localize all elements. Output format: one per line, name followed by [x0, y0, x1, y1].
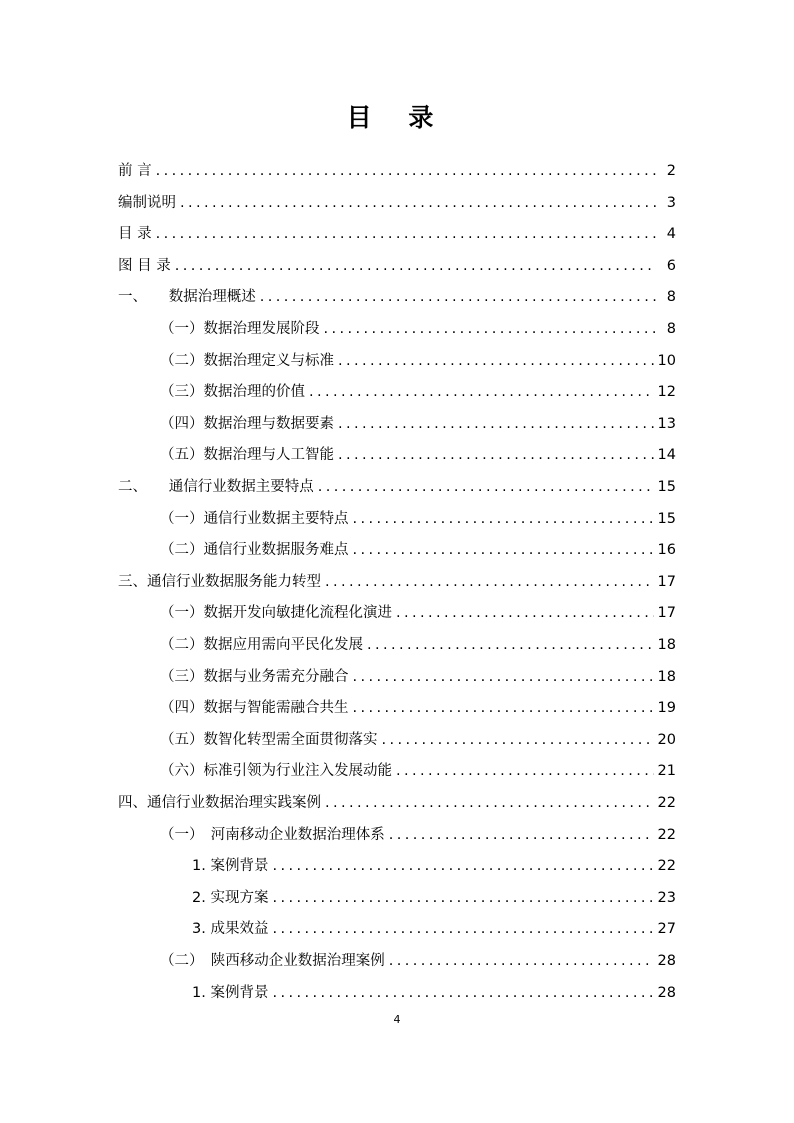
toc-entry[interactable]: [160, 346, 676, 376]
toc-entry-label: 四、通信行业数据治理实践案例: [118, 795, 321, 811]
toc-entry-label: 1. 案例背景: [192, 985, 269, 1001]
toc-leader-dots: [389, 820, 654, 850]
toc-entry-label: 三、通信行业数据服务能力转型: [118, 574, 321, 590]
toc-entry-label: （一） 河南移动企业数据治理体系: [160, 827, 385, 843]
toc-entry-label: 二、 通信行业数据主要特点: [118, 479, 314, 495]
toc-entry[interactable]: [160, 630, 676, 660]
toc-entry[interactable]: [160, 504, 676, 534]
toc-leader-dots: [367, 630, 654, 660]
toc-entry-page: 19: [657, 700, 676, 716]
toc-leader-dots: [338, 346, 654, 376]
toc-entry-page: 28: [657, 985, 676, 1001]
toc-entry-page: 8: [666, 289, 676, 305]
toc-entry-label: 图 目 录: [118, 258, 171, 274]
toc-entry-label: 3. 成果效益: [192, 921, 269, 937]
toc-entry-label: （四）数据与智能需融合共生: [160, 700, 349, 716]
toc-leader-dots: [175, 251, 656, 281]
toc-entry-page: 2: [666, 163, 676, 179]
toc-entry[interactable]: [118, 251, 676, 281]
toc-entry[interactable]: [118, 282, 676, 312]
toc-entry[interactable]: [160, 314, 676, 344]
toc-entry-label: （一）通信行业数据主要特点: [160, 511, 349, 527]
toc-entry[interactable]: [160, 598, 676, 628]
toc-entry-label: 目 录: [118, 226, 152, 242]
toc-leader-dots: [180, 188, 656, 218]
page-number: 4: [393, 1013, 401, 1026]
toc-entry[interactable]: [118, 567, 676, 597]
toc-entry-page: 18: [657, 637, 676, 653]
toc-entry-page: 13: [657, 416, 676, 432]
toc-entry[interactable]: [160, 756, 676, 786]
toc-leader-dots: [353, 693, 654, 723]
toc-entry-page: 18: [657, 669, 676, 685]
toc-leader-dots: [325, 567, 654, 597]
toc-entry-page: 22: [657, 795, 676, 811]
toc-leader-dots: [309, 377, 654, 407]
toc-entry[interactable]: [118, 156, 676, 186]
toc-leader-dots: [260, 282, 656, 312]
toc-entry-page: 12: [657, 384, 676, 400]
toc-entry[interactable]: [192, 883, 676, 913]
toc-entry-page: 8: [666, 321, 676, 337]
toc-entry[interactable]: [192, 978, 676, 1008]
toc-leader-dots: [396, 756, 654, 786]
toc-entry-page: 22: [657, 827, 676, 843]
toc-entry[interactable]: [192, 914, 676, 944]
toc-entry[interactable]: [160, 820, 676, 850]
toc-entry[interactable]: [192, 851, 676, 881]
toc-entry-page: 10: [657, 353, 676, 369]
toc-leader-dots: [272, 851, 653, 881]
toc-entry-page: 17: [657, 605, 676, 621]
toc-leader-dots: [325, 788, 654, 818]
toc-entry[interactable]: [160, 535, 676, 565]
toc-leader-dots: [272, 978, 653, 1008]
toc-entry[interactable]: [160, 946, 676, 976]
toc-entry-page: 3: [666, 195, 676, 211]
toc-entry[interactable]: [118, 472, 676, 502]
toc-entry[interactable]: [160, 409, 676, 439]
toc-entry-label: 前 言: [118, 163, 152, 179]
toc-leader-dots: [353, 504, 654, 534]
toc-leader-dots: [338, 409, 654, 439]
toc-leader-dots: [272, 914, 653, 944]
toc-entry-label: （三）数据与业务需充分融合: [160, 669, 349, 685]
toc-entry[interactable]: [160, 725, 676, 755]
toc-entry[interactable]: [118, 788, 676, 818]
toc-leader-dots: [272, 883, 653, 913]
toc-entry-page: 21: [657, 763, 676, 779]
toc-entry-label: 2. 实现方案: [192, 890, 269, 906]
toc-entry-label: （一）数据治理发展阶段: [160, 321, 320, 337]
toc-entry[interactable]: [118, 219, 676, 249]
toc-entry-page: 4: [666, 226, 676, 242]
page-title: 目 录: [346, 103, 448, 132]
toc-entry-page: 23: [657, 890, 676, 906]
toc-leader-dots: [318, 472, 654, 502]
toc-entry-page: 14: [657, 447, 676, 463]
toc-entry-label: 编制说明: [118, 195, 176, 211]
toc-leader-dots: [353, 535, 654, 565]
toc-entry-page: 16: [657, 542, 676, 558]
toc-entry[interactable]: [160, 377, 676, 407]
toc-leader-dots: [353, 662, 654, 692]
toc-entry[interactable]: [160, 440, 676, 470]
toc-entry-label: （二） 陕西移动企业数据治理案例: [160, 953, 385, 969]
toc-entry[interactable]: [160, 662, 676, 692]
toc-entry-label: （五）数智化转型需全面贯彻落实: [160, 732, 378, 748]
toc-entry-page: 22: [657, 858, 676, 874]
toc-leader-dots: [324, 314, 657, 344]
toc-leader-dots: [338, 440, 654, 470]
toc-entry-label: （三）数据治理的价值: [160, 384, 305, 400]
toc-entry-page: 15: [657, 479, 676, 495]
toc-entry[interactable]: [160, 693, 676, 723]
toc-entry-label: （二）数据治理定义与标准: [160, 353, 334, 369]
toc-entry[interactable]: [118, 188, 676, 218]
toc-entry-label: （六）标准引领为行业注入发展动能: [160, 763, 392, 779]
toc-entry-label: （一）数据开发向敏捷化流程化演进: [160, 605, 392, 621]
toc-leader-dots: [396, 598, 654, 628]
toc-entry-label: （二）通信行业数据服务难点: [160, 542, 349, 558]
toc-entry-page: 6: [666, 258, 676, 274]
toc-entry-label: （四）数据治理与数据要素: [160, 416, 334, 432]
toc-entry-label: 1. 案例背景: [192, 858, 269, 874]
toc-leader-dots: [382, 725, 654, 755]
toc-leader-dots: [156, 219, 656, 249]
toc-entry-label: 一、 数据治理概述: [118, 289, 256, 305]
toc-leader-dots: [389, 946, 654, 976]
toc-entry-label: （二）数据应用需向平民化发展: [160, 637, 363, 653]
toc-leader-dots: [156, 156, 656, 186]
toc-entry-page: 17: [657, 574, 676, 590]
toc-entry-page: 28: [657, 953, 676, 969]
toc-entry-label: （五）数据治理与人工智能: [160, 447, 334, 463]
toc-entry-page: 15: [657, 511, 676, 527]
toc-entry-page: 27: [657, 921, 676, 937]
toc-entry-page: 20: [657, 732, 676, 748]
